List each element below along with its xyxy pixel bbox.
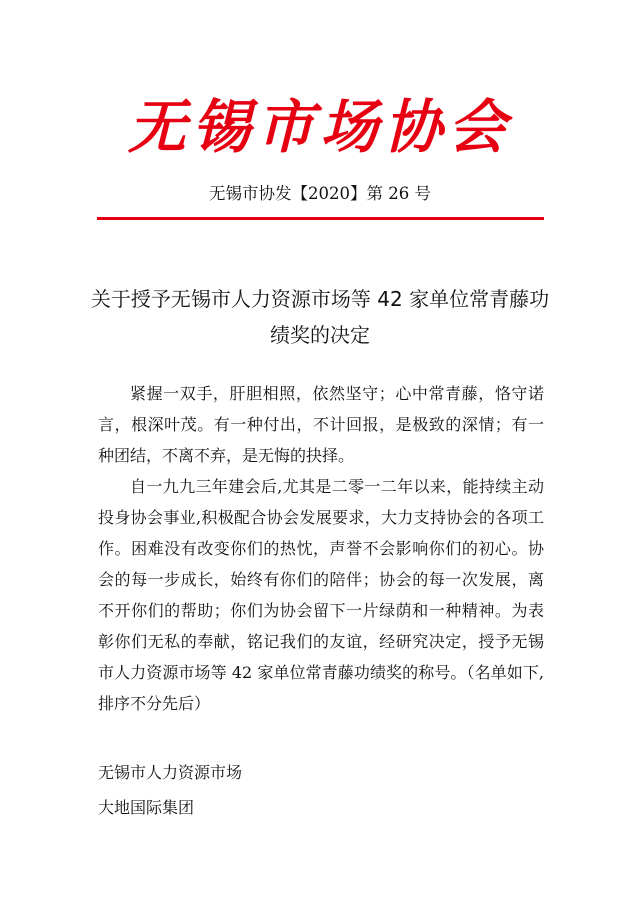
body-paragraph: 紧握一双手，肝胆相照，依然坚守；心中常青藤，恪守诺言，根深叶茂。有一种付出，不计回报，是极致的深情；有一种团结，不离不弃，是无悔的抉择。 (98, 384, 544, 465)
document-number: 无锡市协发【2020】第 26 号 (209, 184, 431, 203)
organization-item: 大地国际集团 (98, 798, 195, 817)
red-divider (97, 217, 544, 220)
document-body (98, 378, 544, 719)
document-title: 关于授予无锡市人力资源市场等 42 家单位常青藤功绩奖的决定 (90, 287, 550, 347)
masthead-title: 无锡市场协会 (127, 93, 512, 161)
organization-list (98, 755, 544, 825)
organization-item: 无锡市人力资源市场 (98, 763, 243, 782)
body-paragraph: 自一九九三年建会后,尤其是二零一二年以来，能持续主动投身协会事业,积极配合协会发展要求，大力支持协会的各项工作。困难没有改变你们的热忱，声誉不会影响你们的初心。协会的每一步成长，始终有你们的陪伴；协会的每一次发展，离不开你们的帮助；你们为协会留下一片绿荫和一种精神。为表彰你们无私的奉献，铭记我们的友谊，经研究决定，授予无锡市人力资源市场等 42 家单位常青藤功绩奖的称号。（名单如下,排序不分先后） (98, 477, 544, 713)
